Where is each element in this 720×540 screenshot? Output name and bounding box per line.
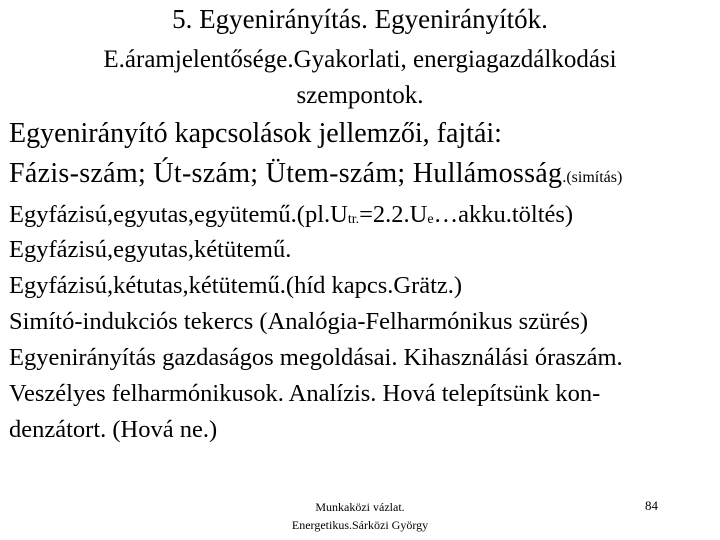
slide-title: 5. Egyenirányítás. Egyenirányítók. [172,4,548,34]
body-line-6: Veszélyes felharmónikusok. Analízis. Hová telepítsünk kon- [9,380,601,407]
categories-line [9,158,622,190]
footer [0,498,720,534]
body-line-5: Egyenirányítás gazdaságos megoldásai. Kihasználási óraszám. [9,344,623,371]
page-number: 84 [645,498,658,513]
subtitle-line-2: szempontok. [296,82,424,109]
body-line-1-sub2: e [427,212,434,227]
body-line-1-post: …akku.töltés) [433,201,574,228]
body-line-1-pre: Egyfázisú,egyutas,együtemű.(pl.U [9,201,348,228]
body-line-4: Simító-indukciós tekercs (Analógia-Felharmónikus szürés) [9,308,589,335]
section-heading: Egyenirányító kapcsolások jellemzői, fajtái: [9,118,502,149]
body-line-1-sub1: tr. [347,212,360,227]
footer-line-2: Energetikus.Sárközi György [291,518,429,532]
body-line-2: Egyfázisú,egyutas,kétütemű. [9,236,292,263]
subtitle-line-1: E.áramjelentősége.Gyakorlati, energiagazdálkodási [103,46,617,73]
body-line-1 [9,201,573,229]
body-line-7: denzátort. (Hová ne.) [9,416,218,443]
categories-note: .(simítás) [562,169,623,186]
slide-subtitle [0,42,720,114]
footer-line-1: Munkaközi vázlat. [315,500,405,514]
body-line-3: Egyfázisú,kétutas,kétütemű.(híd kapcs.Grätz.) [9,272,463,299]
categories-text: Fázis-szám; Út-szám; Ütem-szám; Hullámosság [9,158,563,189]
body-line-1-mid: =2.2.U [359,201,428,228]
